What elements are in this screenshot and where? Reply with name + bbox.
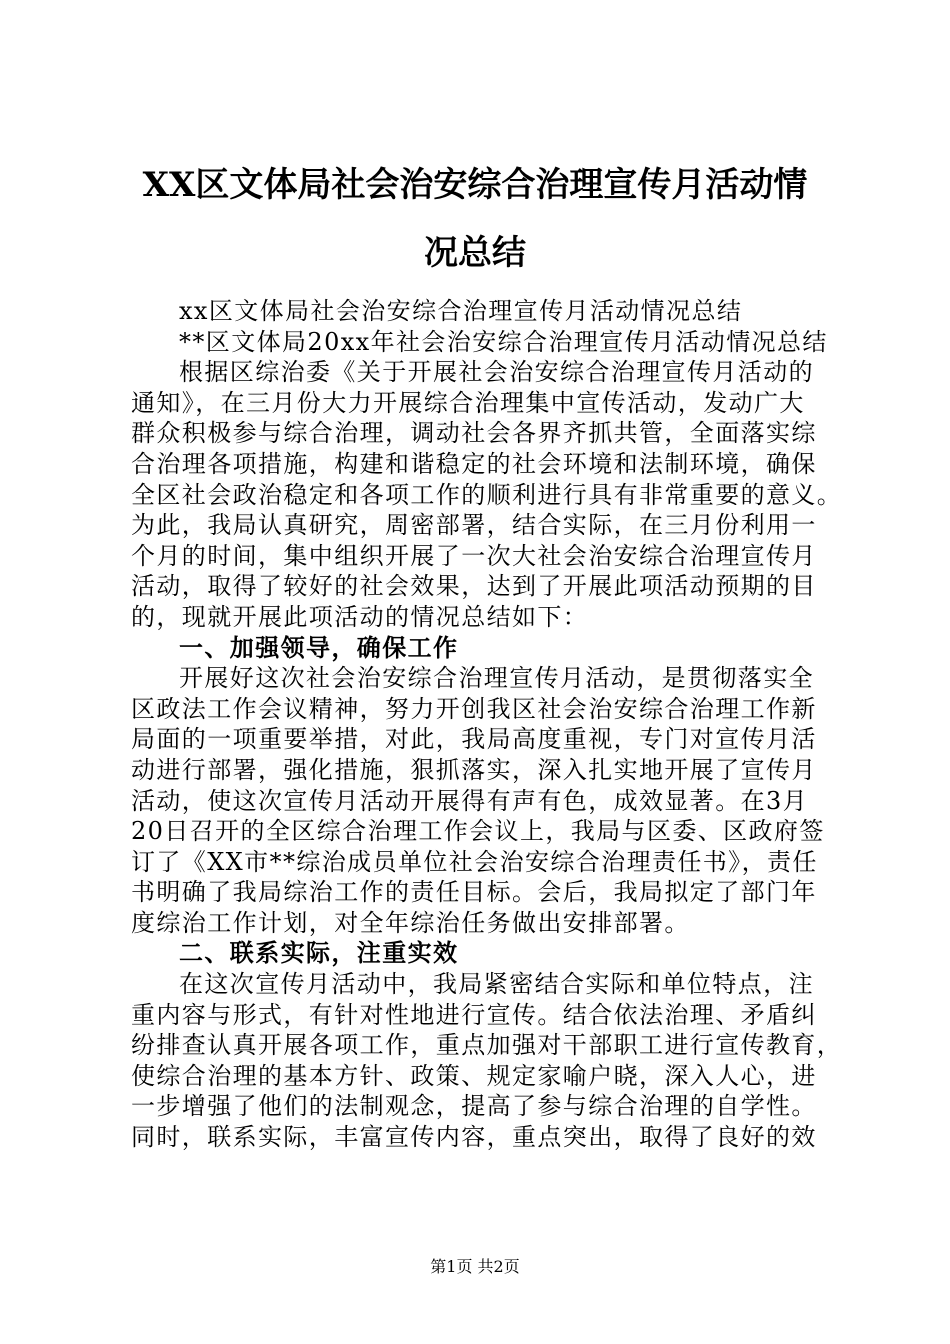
body-text-line: **区文体局20xx年社会治安综合治理宣传月活动情况总结 [179, 327, 828, 356]
document-title-line-2: 况总结 [424, 233, 526, 273]
body-text-line: 在这次宣传月活动中，我局紧密结合实际和单位特点，注 [179, 970, 814, 999]
page-footer: 第1页 共2页 [430, 1257, 520, 1276]
body-text-line: 开展好这次社会治安综合治理宣传月活动，是贯彻落实全 [179, 664, 814, 693]
document-body [131, 296, 843, 1153]
document-title-line-1: XX区文体局社会治安综合治理宣传月活动情 [142, 165, 808, 205]
body-text-line: 局面的一项重要举措，对此，我局高度重视，专门对宣传月活 [131, 725, 817, 754]
body-text-line: 个月的时间，集中组织开展了一次大社会治安综合治理宣传月 [131, 541, 817, 570]
body-text-line: 同时，联系实际，丰富宣传内容，重点突出，取得了良好的效 [131, 1123, 817, 1152]
body-text-line: 纷排查认真开展各项工作，重点加强对干部职工进行宣传教育， [131, 1031, 843, 1060]
body-text-line: 活动，使这次宣传月活动开展得有声有色，成效显著。在3月 [131, 786, 809, 815]
body-text-line: 书明确了我局综治工作的责任目标。会后，我局拟定了部门年 [131, 878, 817, 907]
body-text-line: 全区社会政治稳定和各项工作的顺利进行具有非常重要的意义。 [131, 480, 843, 509]
body-text-line: 活动，取得了较好的社会效果，达到了开展此项活动预期的目 [131, 572, 817, 601]
body-text-line: 群众积极参与综合治理，调动社会各界齐抓共管，全面落实综 [131, 419, 817, 448]
section-heading: 一、加强领导，确保工作 [179, 632, 459, 662]
body-text-line: 通知》，在三月份大力开展综合治理集中宣传活动，发动广大 [131, 388, 805, 417]
body-text-line: 20日召开的全区综合治理工作会议上，我局与区委、区政府签 [131, 817, 825, 846]
body-text-line: 使综合治理的基本方针、政策、规定家喻户晓，深入人心，进 [131, 1061, 817, 1090]
body-text-line: 根据区综治委《关于开展社会治安综合治理宣传月活动的 [179, 358, 814, 387]
body-text-line: 一步增强了他们的法制观念，提高了参与综合治理的自学性。 [131, 1092, 817, 1121]
body-text-line: 订了《XX市**综治成员单位社会治安综合治理责任书》，责任 [131, 847, 818, 876]
body-text-line: 动进行部署，强化措施，狠抓落实，深入扎实地开展了宣传月 [131, 755, 817, 784]
body-text-line: xx区文体局社会治安综合治理宣传月活动情况总结 [179, 297, 743, 325]
body-text-line: 度综治工作计划，对全年综治任务做出安排部署。 [131, 908, 690, 937]
body-text-line: 为此，我局认真研究，周密部署，结合实际，在三月份利用一 [131, 511, 817, 540]
section-heading: 二、联系实际，注重实效 [179, 938, 459, 968]
body-text-line: 重内容与形式，有针对性地进行宣传。结合依法治理、矛盾纠 [131, 1000, 817, 1029]
body-text-line: 的，现就开展此项活动的情况总结如下： [131, 602, 589, 631]
body-text-line: 合治理各项措施，构建和谐稳定的社会环境和法制环境，确保 [131, 449, 817, 478]
body-text-line: 区政法工作会议精神，努力开创我区社会治安综合治理工作新 [131, 694, 817, 723]
